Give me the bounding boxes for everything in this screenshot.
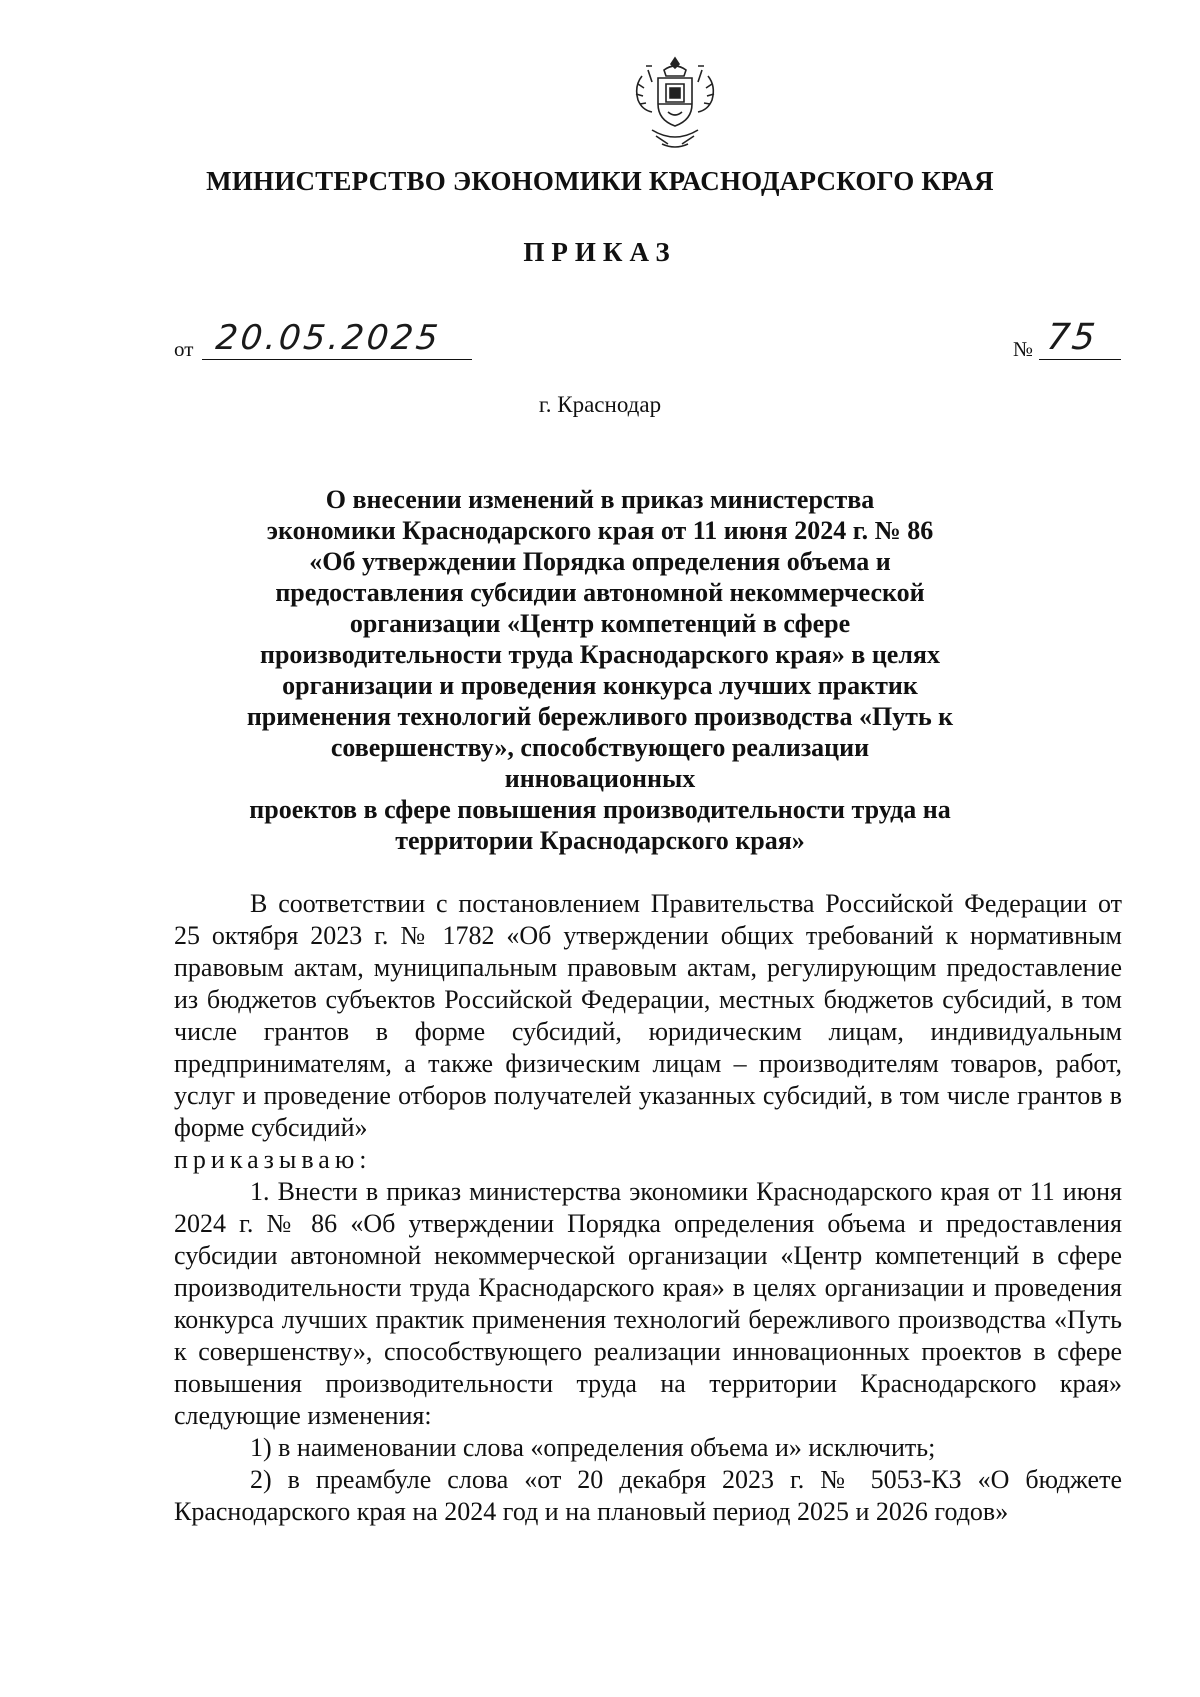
number-value: 75 — [1044, 317, 1099, 358]
number-prefix: № — [1013, 337, 1034, 361]
date-underline — [202, 359, 472, 360]
document-type-title: ПРИКАЗ — [523, 237, 677, 267]
order-verb: приказываю: — [174, 1145, 372, 1174]
city: г. Краснодар — [538, 392, 662, 417]
subject-line: организации и проведения конкурса лучших практик — [282, 671, 918, 700]
subject-line: совершенству», способствующего реализации инновационных — [330, 733, 870, 793]
date-value: 20.05.2025 — [213, 318, 443, 358]
coat-of-arms-emblem — [628, 54, 722, 154]
subject-line: предоставления субсидии автономной некоммерческой — [275, 578, 925, 607]
document-date — [174, 318, 474, 366]
item-1-paragraph: 1. Внести в приказ министерства экономики Краснодарского края от 11 июня 2024 г. № 86 «Об утверждении Порядка определения объема и предоставления субсидии автономной некоммерческой организации «Центр компетенций в сфере производительности труда Краснодарского края» в целях организации и проведения конкурса лучших практик применения технологий бережливого производства «Путь к совершенству», способствующего реализации инновационных проектов в сфере повышения производительности труда на территории Краснодарского края» следующие изменения: — [174, 1177, 1122, 1430]
subject-line: территории Краснодарского края» — [395, 826, 805, 855]
subject-line: «Об утверждении Порядка определения объема и — [309, 547, 891, 576]
subject-line: применения технологий бережливого производства «Путь к — [246, 702, 954, 731]
document-number — [1013, 318, 1123, 366]
date-prefix: от — [174, 337, 194, 361]
subject-line: экономики Краснодарского края от 11 июня 2024 г. № 86 — [266, 516, 934, 545]
subitem-2-paragraph: 2) в преамбуле слова «от 20 декабря 2023 г. № 5053-КЗ «О бюджете Краснодарского края на 2024 год и на плановый период 2025 и 2026 годов» — [174, 1465, 1122, 1526]
subitem-1-paragraph: 1) в наименовании слова «определения объема и» исключить; — [250, 1433, 936, 1462]
ministry-name: МИНИСТЕРСТВО ЭКОНОМИКИ КРАСНОДАРСКОГО КРАЯ — [206, 166, 994, 196]
subject-line: О внесении изменений в приказ министерства — [325, 485, 875, 514]
subject-line: проектов в сфере повышения производительности труда на — [249, 795, 951, 824]
subject-line: организации «Центр компетенций в сфере — [349, 609, 851, 638]
document-body — [174, 888, 1122, 1528]
subject-line: производительности труда Краснодарского края» в целях — [259, 640, 940, 669]
preamble-paragraph: В соответствии с постановлением Правительства Российской Федерации от 25 октября 2023 г. № 1782 «Об утверждении общих требований к нормативным правовым актам, муниципальным правовым актам, регулирующим предоставление из бюджетов субъектов Российской Федерации, местных бюджетов субсидий, в том числе грантов в форме субсидий, юридическим лицам, индивидуальным предпринимателям, а также физическим лицам – производителям товаров, работ, услуг и проведение отборов получателей указанных субсидий, в том числе грантов в форме субсидий» — [174, 889, 1122, 1142]
number-underline — [1039, 359, 1121, 360]
document-subject — [240, 484, 960, 856]
